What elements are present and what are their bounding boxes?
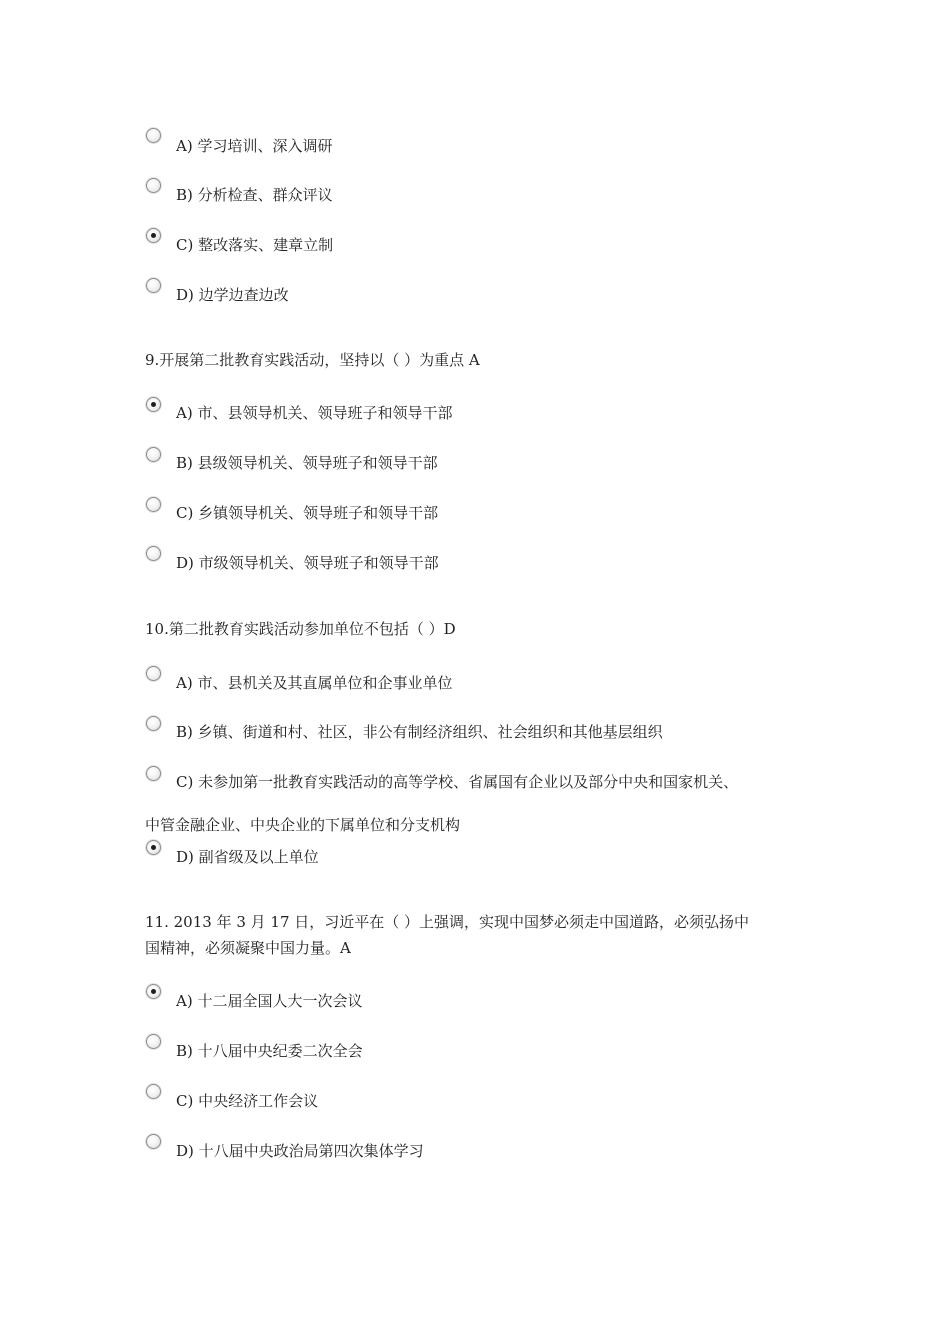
q8-radio-d[interactable] [146, 278, 161, 293]
q8-radio-c[interactable] [146, 228, 161, 243]
q10-radio-b[interactable] [146, 716, 161, 731]
q11-question-line-2: 国精神，必须凝聚中国力量。A [145, 939, 351, 957]
q8-option-a-label: A) 学习培训、深入调研 [176, 137, 333, 155]
q11-radio-c[interactable] [146, 1084, 161, 1099]
q11-radio-a[interactable] [146, 984, 161, 999]
q10-radio-c[interactable] [146, 766, 161, 781]
q8-radio-a[interactable] [146, 128, 161, 143]
q11-option-c-label: C) 中央经济工作会议 [176, 1092, 319, 1110]
q10-option-c-label: C) 未参加第一批教育实践活动的高等学校、省属国有企业以及部分中央和国家机关、 [176, 773, 739, 791]
q10-option-b-label: B) 乡镇、街道和村、社区，非公有制经济组织、社会组织和其他基层组织 [176, 723, 663, 741]
q9-radio-a[interactable] [146, 397, 161, 412]
q11-radio-d[interactable] [146, 1134, 161, 1149]
q10-question: 10.第二批教育实践活动参加单位不包括（ ）D [145, 620, 456, 638]
q10-radio-a[interactable] [146, 666, 161, 681]
q10-option-a-label: A) 市、县机关及其直属单位和企事业单位 [176, 674, 453, 692]
q9-option-d-label: D) 市级领导机关、领导班子和领导干部 [176, 554, 439, 572]
q9-option-b-label: B) 县级领导机关、领导班子和领导干部 [176, 454, 438, 472]
q11-option-b-label: B) 十八届中央纪委二次全会 [176, 1042, 363, 1060]
q10-option-d-label: D) 副省级及以上单位 [176, 848, 319, 866]
q10-option-c-label-continued: 中管金融企业、中央企业的下属单位和分支机构 [145, 816, 461, 834]
q8-option-b-label: B) 分析检查、群众评议 [176, 186, 333, 204]
q9-radio-b[interactable] [146, 447, 161, 462]
q11-question-line-1: 11. 2013 年 3 月 17 日，习近平在（ ）上强调，实现中国梦必须走中国道路，必须弘扬中 [145, 913, 750, 931]
q11-radio-b[interactable] [146, 1034, 161, 1049]
q8-radio-b[interactable] [146, 178, 161, 193]
q11-option-a-label: A) 十二届全国人大一次会议 [176, 992, 363, 1010]
q9-question: 9.开展第二批教育实践活动，坚持以（ ）为重点 A [145, 351, 480, 369]
q9-option-c-label: C) 乡镇领导机关、领导班子和领导干部 [176, 504, 439, 522]
q10-radio-d[interactable] [146, 840, 161, 855]
q8-option-d-label: D) 边学边查边改 [176, 286, 289, 304]
q9-radio-d[interactable] [146, 546, 161, 561]
q11-option-d-label: D) 十八届中央政治局第四次集体学习 [176, 1142, 424, 1160]
q9-radio-c[interactable] [146, 497, 161, 512]
q9-option-a-label: A) 市、县领导机关、领导班子和领导干部 [176, 404, 453, 422]
q8-option-c-label: C) 整改落实、建章立制 [176, 236, 334, 254]
